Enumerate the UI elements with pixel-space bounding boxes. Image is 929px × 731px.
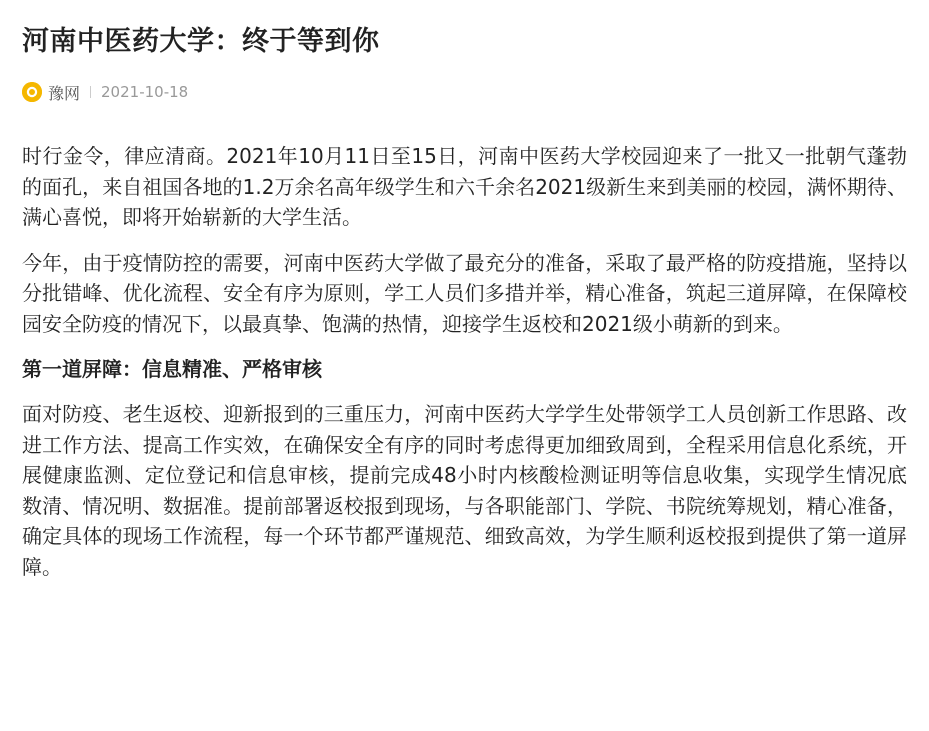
paragraph: 面对防疫、老生返校、迎新报到的三重压力，河南中医药大学学生处带领学工人员创新工作思路、改进工作方法、提高工作实效，在确保安全有序的同时考虑得更加细致周到，全程采用信息化系统，开展健康监测、定位登记和信息审核，提前完成48小时内核酸检测证明等信息收集，实现学生情况底数清、情况明、数据准。提前部署返校报到现场，与各职能部门、学院、书院统筹规划，精心准备，确定具体的现场工作流程，每一个环节都严谨规范、细致高效，为学生顺利返校报到提供了第一道屏障。 [22,402,907,579]
article-meta [22,81,907,103]
paragraph: 时行金令，律应清商。2021年10月11日至15日，河南中医药大学校园迎来了一批又一批朝气蓬勃的面孔，来自祖国各地的1.2万余名高年级学生和六千余名2021级新生来到美丽的校园，满怀期待、满心喜悦，即将开始崭新的大学生活。 [22,144,907,229]
article-title: 河南中医药大学：终于等到你 [22,26,380,57]
paragraph: 今年，由于疫情防控的需要，河南中医药大学做了最充分的准备，采取了最严格的防疫措施，坚持以分批错峰、优化流程、安全有序为原则，学工人员们多措并举，精心准备，筑起三道屏障，在保障校园安全防疫的情况下，以最真挚、饱满的热情，迎接学生返校和2021级小萌新的到来。 [22,250,907,336]
source-logo-icon [22,82,42,102]
meta-divider [90,86,91,98]
publish-date: 2021-10-18 [101,83,189,101]
source-name[interactable]: 豫网 [48,83,81,103]
section-heading: 第一道屏障：信息精准、严格审核 [22,357,322,381]
source-logo-graphic [22,82,42,102]
article-body [22,141,907,582]
